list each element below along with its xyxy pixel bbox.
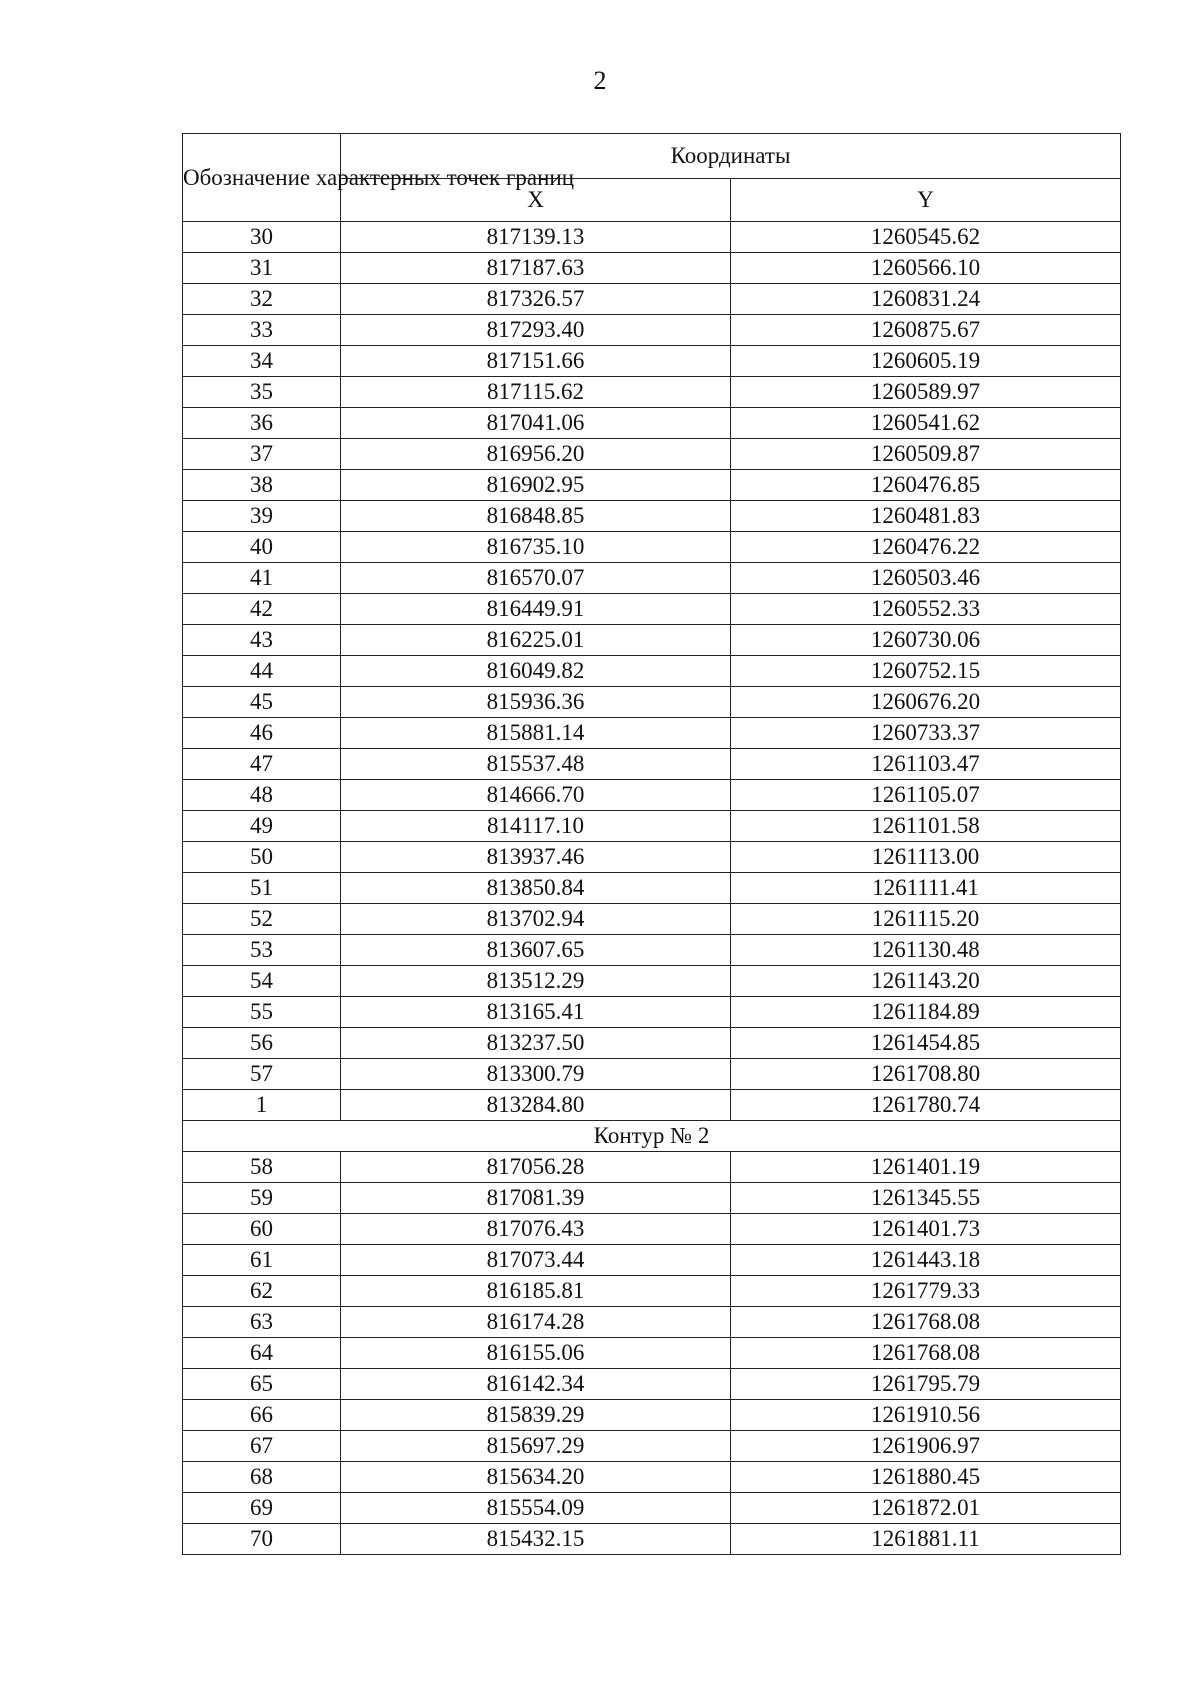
y-cell: 1261708.80 (731, 1059, 1121, 1090)
x-cell: 815697.29 (341, 1431, 731, 1462)
table-row (183, 563, 1121, 594)
y-cell: 1261130.48 (731, 935, 1121, 966)
table-row (183, 1338, 1121, 1369)
x-cell: 817293.40 (341, 315, 731, 346)
coordinates-header: Координаты (341, 134, 1121, 179)
x-cell: 813702.94 (341, 904, 731, 935)
point-cell: 46 (183, 718, 341, 749)
y-cell: 1260589.97 (731, 377, 1121, 408)
table-row (183, 1369, 1121, 1400)
point-cell: 43 (183, 625, 341, 656)
table-row (183, 501, 1121, 532)
table-row (183, 687, 1121, 718)
table-row (183, 873, 1121, 904)
x-cell: 816570.07 (341, 563, 731, 594)
x-cell: 817139.13 (341, 222, 731, 253)
contour-2-title: Контур № 2 (183, 1121, 1121, 1152)
table-row (183, 966, 1121, 997)
table-row (183, 1028, 1121, 1059)
x-cell: 816174.28 (341, 1307, 731, 1338)
point-cell: 61 (183, 1245, 341, 1276)
x-cell: 813937.46 (341, 842, 731, 873)
y-cell: 1260831.24 (731, 284, 1121, 315)
point-cell: 38 (183, 470, 341, 501)
point-cell: 32 (183, 284, 341, 315)
y-cell: 1261768.08 (731, 1307, 1121, 1338)
point-cell: 51 (183, 873, 341, 904)
table-row (183, 377, 1121, 408)
x-cell: 813165.41 (341, 997, 731, 1028)
table-row (183, 346, 1121, 377)
x-cell: 817081.39 (341, 1183, 731, 1214)
y-cell: 1260481.83 (731, 501, 1121, 532)
page-number: 2 (593, 66, 607, 95)
point-cell: 65 (183, 1369, 341, 1400)
x-cell: 816956.20 (341, 439, 731, 470)
y-cell: 1261795.79 (731, 1369, 1121, 1400)
point-cell: 45 (183, 687, 341, 718)
point-cell: 50 (183, 842, 341, 873)
y-cell: 1261113.00 (731, 842, 1121, 873)
x-cell: 814666.70 (341, 780, 731, 811)
y-cell: 1261401.19 (731, 1152, 1121, 1183)
y-cell: 1260476.85 (731, 470, 1121, 501)
table-row (183, 1400, 1121, 1431)
point-cell: 62 (183, 1276, 341, 1307)
x-cell: 817041.06 (341, 408, 731, 439)
y-cell: 1260552.33 (731, 594, 1121, 625)
point-cell: 57 (183, 1059, 341, 1090)
y-cell: 1261910.56 (731, 1400, 1121, 1431)
point-cell: 67 (183, 1431, 341, 1462)
point-cell: 58 (183, 1152, 341, 1183)
y-cell: 1260875.67 (731, 315, 1121, 346)
point-cell: 66 (183, 1400, 341, 1431)
table-row (183, 718, 1121, 749)
y-cell: 1260605.19 (731, 346, 1121, 377)
table-row (183, 1493, 1121, 1524)
y-header: Y (731, 179, 1121, 222)
table-row (183, 625, 1121, 656)
point-cell: 56 (183, 1028, 341, 1059)
contour-1-rows (183, 222, 1121, 1121)
table-row (183, 1307, 1121, 1338)
table-row (183, 904, 1121, 935)
y-cell: 1261880.45 (731, 1462, 1121, 1493)
table-row (183, 253, 1121, 284)
y-cell: 1261906.97 (731, 1431, 1121, 1462)
x-cell: 816049.82 (341, 656, 731, 687)
x-cell: 816902.95 (341, 470, 731, 501)
y-cell: 1260733.37 (731, 718, 1121, 749)
point-cell: 35 (183, 377, 341, 408)
contour-2-title-row (183, 1121, 1121, 1152)
y-cell: 1261881.11 (731, 1524, 1121, 1555)
y-cell: 1261184.89 (731, 997, 1121, 1028)
x-cell: 815634.20 (341, 1462, 731, 1493)
y-cell: 1261401.73 (731, 1214, 1121, 1245)
point-cell: 49 (183, 811, 341, 842)
point-cell: 59 (183, 1183, 341, 1214)
y-cell: 1261105.07 (731, 780, 1121, 811)
x-cell: 817056.28 (341, 1152, 731, 1183)
y-cell: 1260545.62 (731, 222, 1121, 253)
point-cell: 41 (183, 563, 341, 594)
y-cell: 1261103.47 (731, 749, 1121, 780)
table-row (183, 315, 1121, 346)
x-cell: 815839.29 (341, 1400, 731, 1431)
table-row (183, 1245, 1121, 1276)
x-cell: 813284.80 (341, 1090, 731, 1121)
y-cell: 1260503.46 (731, 563, 1121, 594)
y-cell: 1260676.20 (731, 687, 1121, 718)
table-header (183, 134, 1121, 222)
point-cell: 68 (183, 1462, 341, 1493)
point-cell: 33 (183, 315, 341, 346)
table-row (183, 1524, 1121, 1555)
x-cell: 813850.84 (341, 873, 731, 904)
x-cell: 813237.50 (341, 1028, 731, 1059)
y-cell: 1260509.87 (731, 439, 1121, 470)
table-row (183, 1090, 1121, 1121)
table-row (183, 780, 1121, 811)
point-cell: 63 (183, 1307, 341, 1338)
point-cell: 36 (183, 408, 341, 439)
point-cell: 39 (183, 501, 341, 532)
y-cell: 1261115.20 (731, 904, 1121, 935)
table-row (183, 1214, 1121, 1245)
x-cell: 815537.48 (341, 749, 731, 780)
point-cell: 40 (183, 532, 341, 563)
x-cell: 817115.62 (341, 377, 731, 408)
y-cell: 1261780.74 (731, 1090, 1121, 1121)
x-header: X (341, 179, 731, 222)
point-cell: 60 (183, 1214, 341, 1245)
point-cell: 48 (183, 780, 341, 811)
y-cell: 1261454.85 (731, 1028, 1121, 1059)
point-cell: 1 (183, 1090, 341, 1121)
table-row (183, 1276, 1121, 1307)
y-cell: 1261768.08 (731, 1338, 1121, 1369)
x-cell: 816155.06 (341, 1338, 731, 1369)
table-row (183, 284, 1121, 315)
table-row (183, 439, 1121, 470)
point-label-header: Обозначение характерных точек границ (183, 134, 341, 222)
table-row (183, 222, 1121, 253)
table-row (183, 1462, 1121, 1493)
table-row (183, 997, 1121, 1028)
point-cell: 55 (183, 997, 341, 1028)
coordinates-table (182, 133, 1121, 1555)
y-cell: 1261101.58 (731, 811, 1121, 842)
table-row (183, 1431, 1121, 1462)
table-row (183, 1183, 1121, 1214)
y-cell: 1261443.18 (731, 1245, 1121, 1276)
x-cell: 817151.66 (341, 346, 731, 377)
table-row (183, 532, 1121, 563)
table-row (183, 1059, 1121, 1090)
table-row (183, 408, 1121, 439)
point-cell: 70 (183, 1524, 341, 1555)
y-cell: 1260476.22 (731, 532, 1121, 563)
x-cell: 816735.10 (341, 532, 731, 563)
table-row (183, 935, 1121, 966)
x-cell: 817076.43 (341, 1214, 731, 1245)
point-cell: 47 (183, 749, 341, 780)
x-cell: 813607.65 (341, 935, 731, 966)
table-row (183, 749, 1121, 780)
y-cell: 1260541.62 (731, 408, 1121, 439)
y-cell: 1261872.01 (731, 1493, 1121, 1524)
table-row (183, 811, 1121, 842)
table-row (183, 594, 1121, 625)
x-cell: 816185.81 (341, 1276, 731, 1307)
point-cell: 34 (183, 346, 341, 377)
y-cell: 1261143.20 (731, 966, 1121, 997)
point-cell: 44 (183, 656, 341, 687)
point-cell: 31 (183, 253, 341, 284)
contour-2-section (183, 1121, 1121, 1152)
y-cell: 1261779.33 (731, 1276, 1121, 1307)
point-cell: 37 (183, 439, 341, 470)
x-cell: 813512.29 (341, 966, 731, 997)
point-cell: 69 (183, 1493, 341, 1524)
table-row (183, 470, 1121, 501)
y-cell: 1261345.55 (731, 1183, 1121, 1214)
x-cell: 815936.36 (341, 687, 731, 718)
x-cell: 816449.91 (341, 594, 731, 625)
y-cell: 1260752.15 (731, 656, 1121, 687)
point-cell: 53 (183, 935, 341, 966)
x-cell: 816848.85 (341, 501, 731, 532)
point-cell: 54 (183, 966, 341, 997)
point-cell: 52 (183, 904, 341, 935)
x-cell: 815881.14 (341, 718, 731, 749)
x-cell: 817073.44 (341, 1245, 731, 1276)
table-row (183, 842, 1121, 873)
x-cell: 817326.57 (341, 284, 731, 315)
x-cell: 816142.34 (341, 1369, 731, 1400)
y-cell: 1261111.41 (731, 873, 1121, 904)
point-cell: 42 (183, 594, 341, 625)
x-cell: 814117.10 (341, 811, 731, 842)
point-cell: 64 (183, 1338, 341, 1369)
table-row (183, 1152, 1121, 1183)
contour-2-rows (183, 1152, 1121, 1555)
x-cell: 813300.79 (341, 1059, 731, 1090)
point-cell: 30 (183, 222, 341, 253)
x-cell: 815554.09 (341, 1493, 731, 1524)
y-cell: 1260566.10 (731, 253, 1121, 284)
y-cell: 1260730.06 (731, 625, 1121, 656)
x-cell: 815432.15 (341, 1524, 731, 1555)
table-row (183, 656, 1121, 687)
x-cell: 816225.01 (341, 625, 731, 656)
x-cell: 817187.63 (341, 253, 731, 284)
